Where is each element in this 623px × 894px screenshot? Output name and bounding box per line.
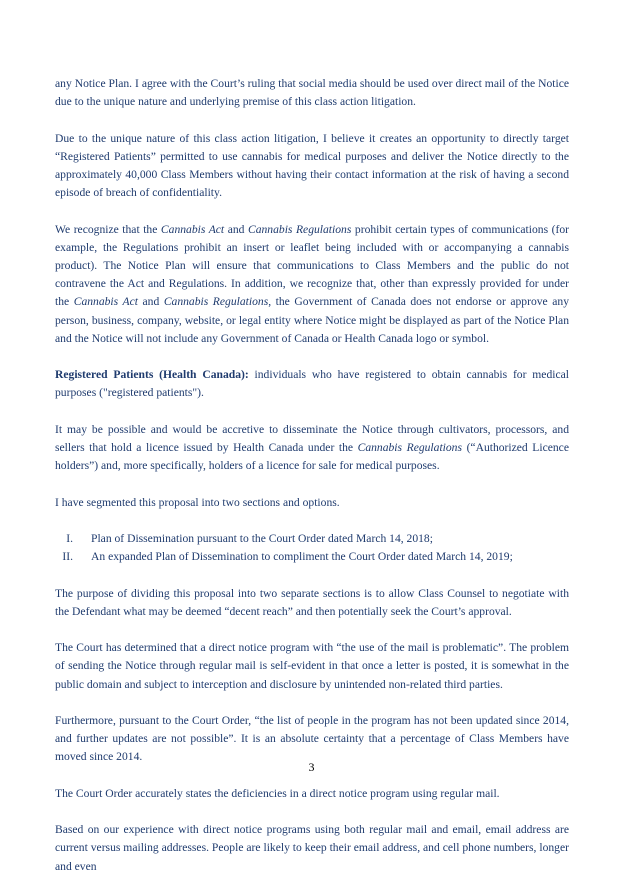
text-run: I have segmented this proposal into two sections and options.	[55, 495, 340, 509]
paragraph-p3	[55, 221, 569, 348]
text-run: The Court Order accurately states the deficiencies in a direct notice program using regular mail.	[55, 786, 500, 800]
italic-text: Cannabis Act	[73, 295, 138, 309]
italic-text: Cannabis Regulations	[247, 222, 352, 236]
text-run: It may be possible and would be accretive to disseminate the Notice through cultivators, processors, and sellers that hold a licence issued by Health Canada under the	[55, 422, 569, 454]
text-run: , the Government of Canada does not endorse or approve any person, business, company, website, or legal entity where Notice might be displayed as part of the Notice Plan and the Notice will not include any Government of Canada or Health Canada logo or symbol.	[55, 295, 569, 345]
paragraph-p1	[55, 75, 569, 111]
text-run: any Notice Plan. I agree with the Court’s ruling that social media should be used over direct mail of the Notice due to the unique nature and underlying premise of this class action litigation.	[55, 77, 569, 109]
sections-list	[55, 530, 569, 566]
text-run: Due to the unique nature of this class action litigation, I believe it creates an opportunity to directly target “Registered Patients” permitted to use cannabis for medical purposes and deliver the Notice directly to the approximately 40,000 Class Members without having their contact information at the risk of having a second episode of breach of confidentiality.	[55, 131, 569, 200]
text-run: The Court has determined that a direct notice program with “the use of the mail is problematic”. The problem of sending the Notice through regular mail is self-evident in that once a letter is posted, it is somewhat in the public domain and subject to interception and disclosure by unintended non-related third parties.	[55, 641, 569, 691]
text-run: and	[137, 295, 164, 309]
list-text: An expanded Plan of Dissemination to compliment the Court Order dated March 14, 2019;	[91, 550, 513, 564]
text-run: (“Authorized Licence holders”) and, more specifically, holders of a licence for sale for medical purposes.	[55, 441, 569, 473]
paragraph-p4	[55, 366, 569, 402]
paragraph-p6	[55, 494, 569, 512]
list-item	[55, 548, 569, 566]
page-number: 3	[308, 760, 315, 774]
paragraph-p11	[55, 821, 569, 876]
list-text: Plan of Dissemination pursuant to the Court Order dated March 14, 2018;	[91, 531, 433, 545]
italic-text: Cannabis Act	[160, 222, 225, 236]
list-number: I.	[66, 531, 73, 545]
italic-text: Cannabis Regulations	[163, 295, 269, 309]
paragraph-p10	[55, 785, 569, 803]
paragraph-p9	[55, 712, 569, 767]
paragraph-p5	[55, 421, 569, 476]
text-run: individuals who have registered to obtain cannabis for medical purposes ("registered patients").	[55, 368, 569, 400]
text-run: Based on our experience with direct notice programs using both regular mail and email, email address are current versus mailing addresses. People are likely to keep their email address, and cell phone numbers, longer and even	[55, 823, 569, 873]
paragraph-p2	[55, 130, 569, 203]
list-item	[55, 530, 569, 548]
text-run: prohibit certain types of communications (for example, the Regulations prohibit an insert or leaflet being included with or accompanying a cannabis product). The Notice Plan will ensure that communications to Class Members and the public do not contravene the Act and Regulations. In addition, we recognize that, other than expressly provided for under the	[55, 222, 569, 309]
list-number: II.	[62, 550, 73, 564]
text-run: Furthermore, pursuant to the Court Order, “the list of people in the program has not been updated since 2014, and further updates are not possible”. It is an absolute certainty that a percentage of Class Members have moved since 2014.	[55, 713, 569, 764]
italic-text: Cannabis Regulations	[357, 441, 462, 454]
paragraph-p7	[55, 585, 569, 621]
paragraph-p8	[55, 639, 569, 694]
paragraphs-after-list	[55, 585, 569, 876]
text-run: and	[224, 222, 248, 236]
text-run: The purpose of dividing this proposal into two separate sections is to allow Class Counsel to negotiate with the Defendant what may be deemed “decent reach” and then potentially seek the Court’s approval.	[55, 586, 569, 618]
text-run: We recognize that the	[55, 222, 161, 236]
paragraphs-before-list	[55, 75, 569, 512]
bold-term: Registered Patients (Health Canada):	[55, 368, 249, 382]
